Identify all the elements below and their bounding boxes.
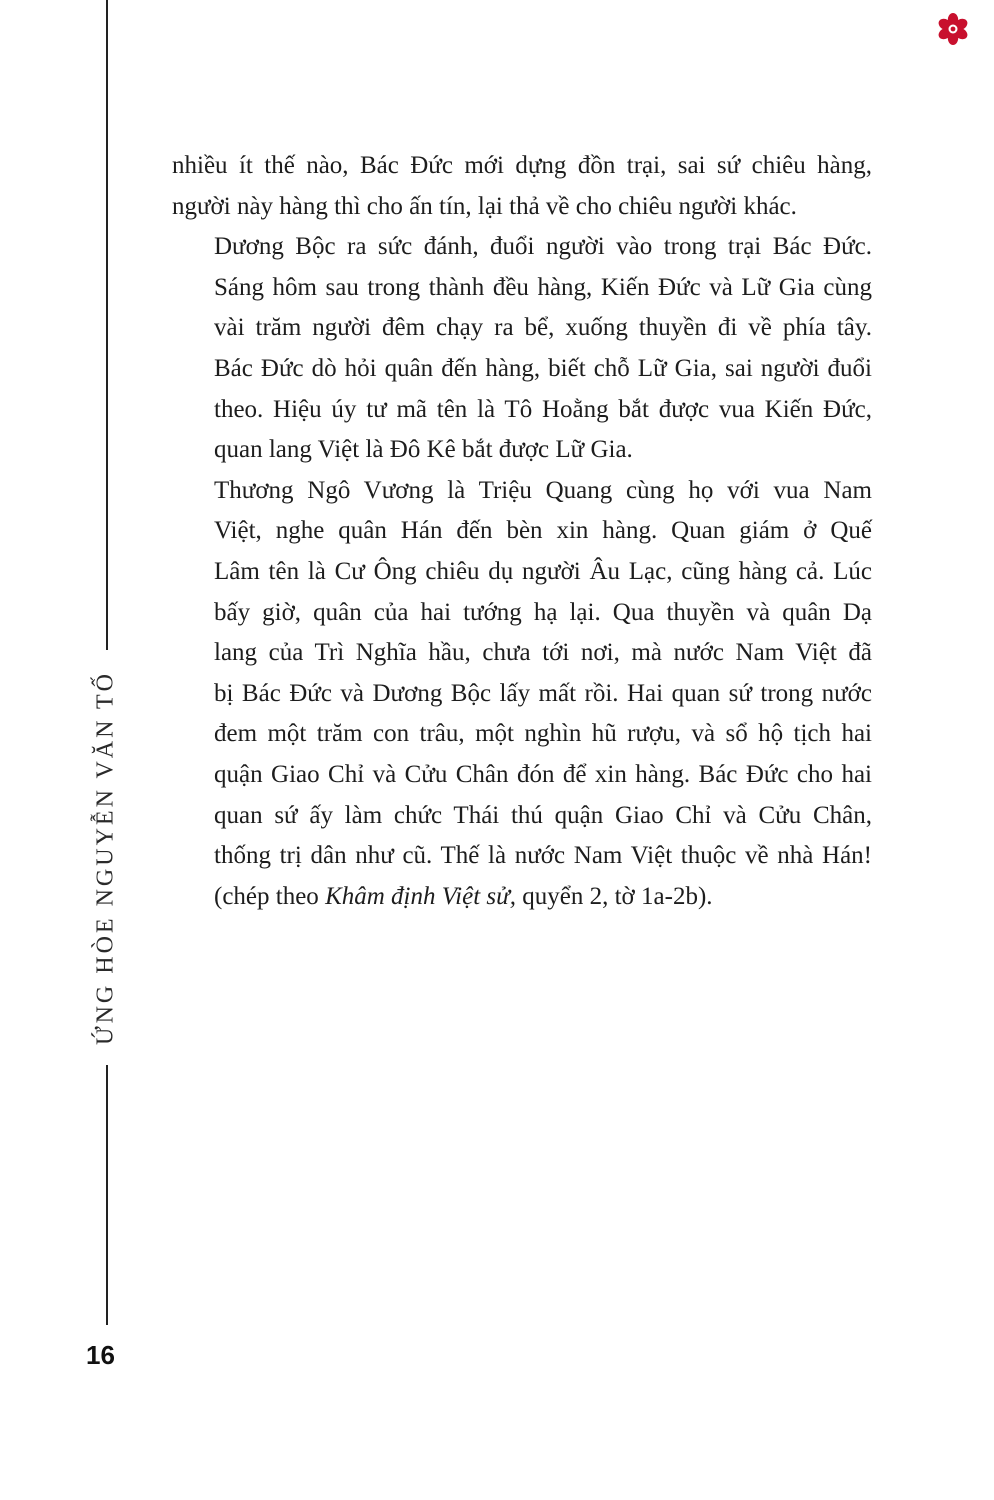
text-line: bị Bác Đức và Dương Bộc lấy mất rồi. Hai quan sứ trong nước xyxy=(214,679,872,707)
text-line: Bác Đức dò hỏi quân đến hàng, biết chỗ Lữ Gia, sai người đuổi xyxy=(214,354,872,382)
flower-logo-icon xyxy=(936,12,970,46)
citation-line xyxy=(172,877,872,918)
text-line: Việt, nghe quân Hán đến bèn xin hàng. Quan giám ở Quế xyxy=(214,517,872,545)
citation-suffix: quyển 2, tờ 1a-2b). xyxy=(516,882,713,910)
text-line: đem một trăm con trâu, một nghìn hũ rượu, và sổ hộ tịch hai xyxy=(214,720,872,748)
text-line: theo. Hiệu úy tư mã tên là Tô Hoằng bắt được vua Kiến Đức, xyxy=(214,395,872,423)
text-line: nhiều ít thế nào, Bác Đức mới dựng đồn trại, sai sứ chiêu hàng, xyxy=(172,152,872,179)
text-line: Lâm tên là Cư Ông chiêu dụ người Âu Lạc, cũng hàng cả. Lúc xyxy=(214,557,872,585)
citation-title: Khâm định Việt sử, xyxy=(325,882,517,910)
left-rule-top xyxy=(106,0,108,650)
text-line: quận Giao Chỉ và Cửu Chân đón để xin hàng. Bác Đức cho hai xyxy=(214,760,872,788)
citation-prefix: (chép theo xyxy=(214,882,326,910)
paragraph-2 xyxy=(172,227,872,471)
paragraph-3 xyxy=(172,471,872,918)
body-text xyxy=(172,146,872,917)
text-line: quan lang Việt là Đô Kê bắt được Lữ Gia. xyxy=(214,436,633,464)
running-title: ỨNG HÒE NGUYỄN VĂN TỐ xyxy=(92,670,119,1046)
text-line: quan sứ ấy làm chức Thái thú quận Giao Chỉ và Cửu Chân, xyxy=(214,801,872,829)
text-line: vài trăm người đêm chạy ra bể, xuống thuyền đi về phía tây. xyxy=(214,314,872,342)
page-number: 16 xyxy=(86,1340,115,1370)
paragraph-1 xyxy=(172,146,872,227)
text-line: lang của Trì Nghĩa hầu, chưa tới nơi, mà nước Nam Việt đã xyxy=(214,639,872,667)
text-line: thống trị dân như cũ. Thế là nước Nam Việt thuộc về nhà Hán! xyxy=(214,842,872,870)
left-rule-bottom xyxy=(106,1065,108,1325)
text-line: Dương Bộc ra sức đánh, đuổi người vào trong trại Bác Đức. xyxy=(214,233,872,261)
text-line: Sáng hôm sau trong thành đều hàng, Kiến Đức và Lữ Gia cùng xyxy=(214,273,872,301)
text-line: bấy giờ, quân của hai tướng hạ lại. Qua thuyền và quân Dạ xyxy=(214,598,872,626)
text-line: Thương Ngô Vương là Triệu Quang cùng họ với vua Nam xyxy=(214,476,872,504)
text-line: người này hàng thì cho ấn tín, lại thả về cho chiêu người khác. xyxy=(172,192,797,220)
